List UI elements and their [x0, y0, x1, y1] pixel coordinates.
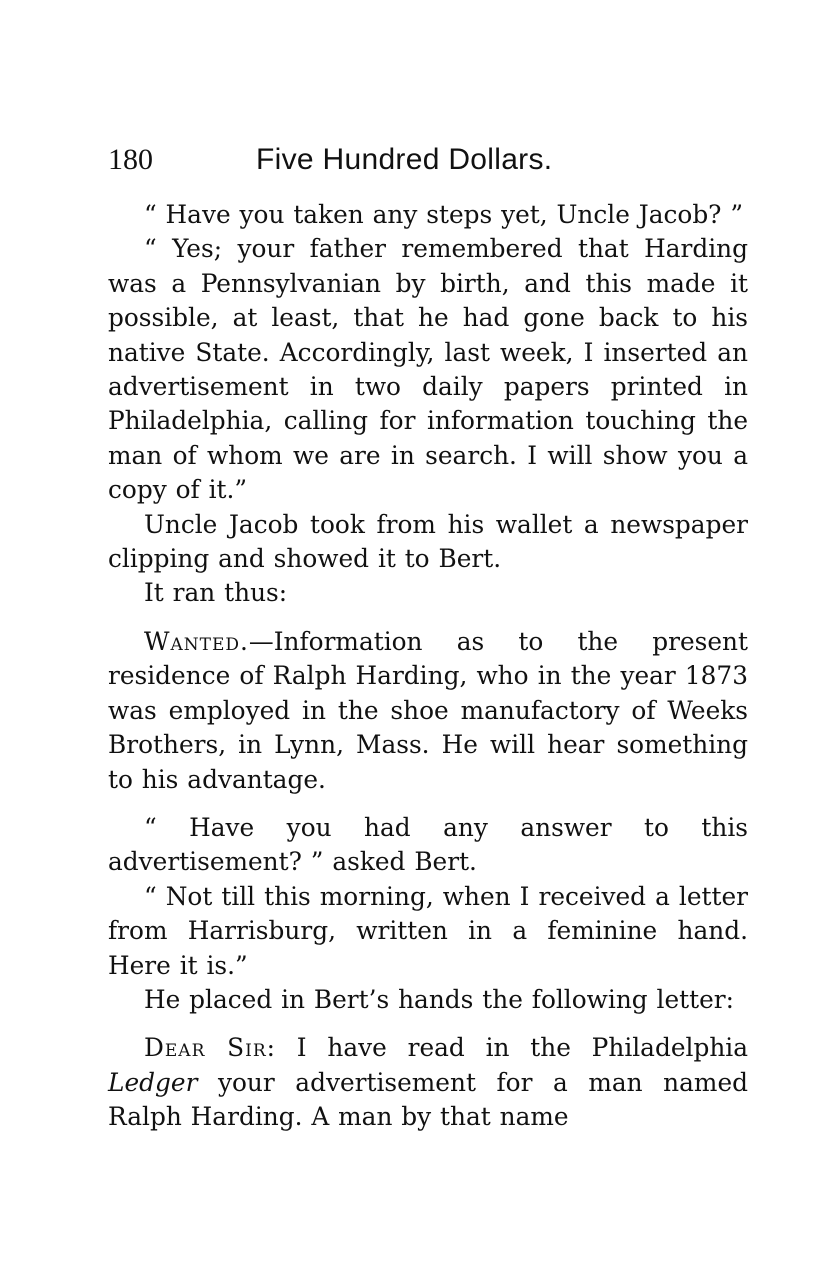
paragraph-question: “ Have you taken any steps yet, Uncle Jacob? ” — [144, 200, 744, 229]
advertisement-heading: Wanted. — [144, 626, 249, 656]
letter-salutation: Dear Sir: — [144, 1033, 277, 1063]
letter-text — [108, 1031, 748, 1134]
paragraph-placed-letter: He placed in Bert’s hands the following letter: — [144, 984, 734, 1014]
book-page — [108, 140, 748, 1135]
paragraph-answer-question: “ Have you had any answer to this advertisement? ” asked Bert. — [108, 812, 748, 877]
page-number: 180 — [108, 143, 153, 176]
paragraph-clipping: Uncle Jacob took from his wallet a newspaper clipping and showed it to Bert. — [108, 509, 748, 574]
advertisement-body: —Information as to the present residence of Ralph Harding, who in the year 1873 was employed in the shoe manufactory of Weeks Brothers, in Lynn, Mass. He will hear something to his advantage. — [108, 626, 748, 794]
running-title: Five Hundred Dollars. — [256, 143, 553, 176]
paragraph-letter-received: “ Not till this morning, when I received a letter from Harrisburg, written in a feminine hand. Here it is.” — [108, 881, 748, 980]
paragraph-ran-thus: It ran thus: — [144, 578, 288, 608]
letter-text-part-2: your advertisement for a man named Ralph Harding. A man by that name — [108, 1067, 748, 1132]
paragraph-uncle-reply: “ Yes; your father remembered that Harding was a Pennsylvanian by birth, and this made it possible, at least, that he had gone back to his native State. Accordingly, last week, I inserted an advertisement in two daily papers printed in Philadelphia, calling for information touching the man of whom we are in search. I will show you a copy of it.” — [108, 234, 748, 505]
letter-text-part-1: I have read in the Philadelphia — [276, 1033, 748, 1063]
letter-newspaper-name: Ledger — [108, 1067, 198, 1097]
advertisement-text — [108, 625, 748, 797]
page-header — [108, 140, 748, 180]
